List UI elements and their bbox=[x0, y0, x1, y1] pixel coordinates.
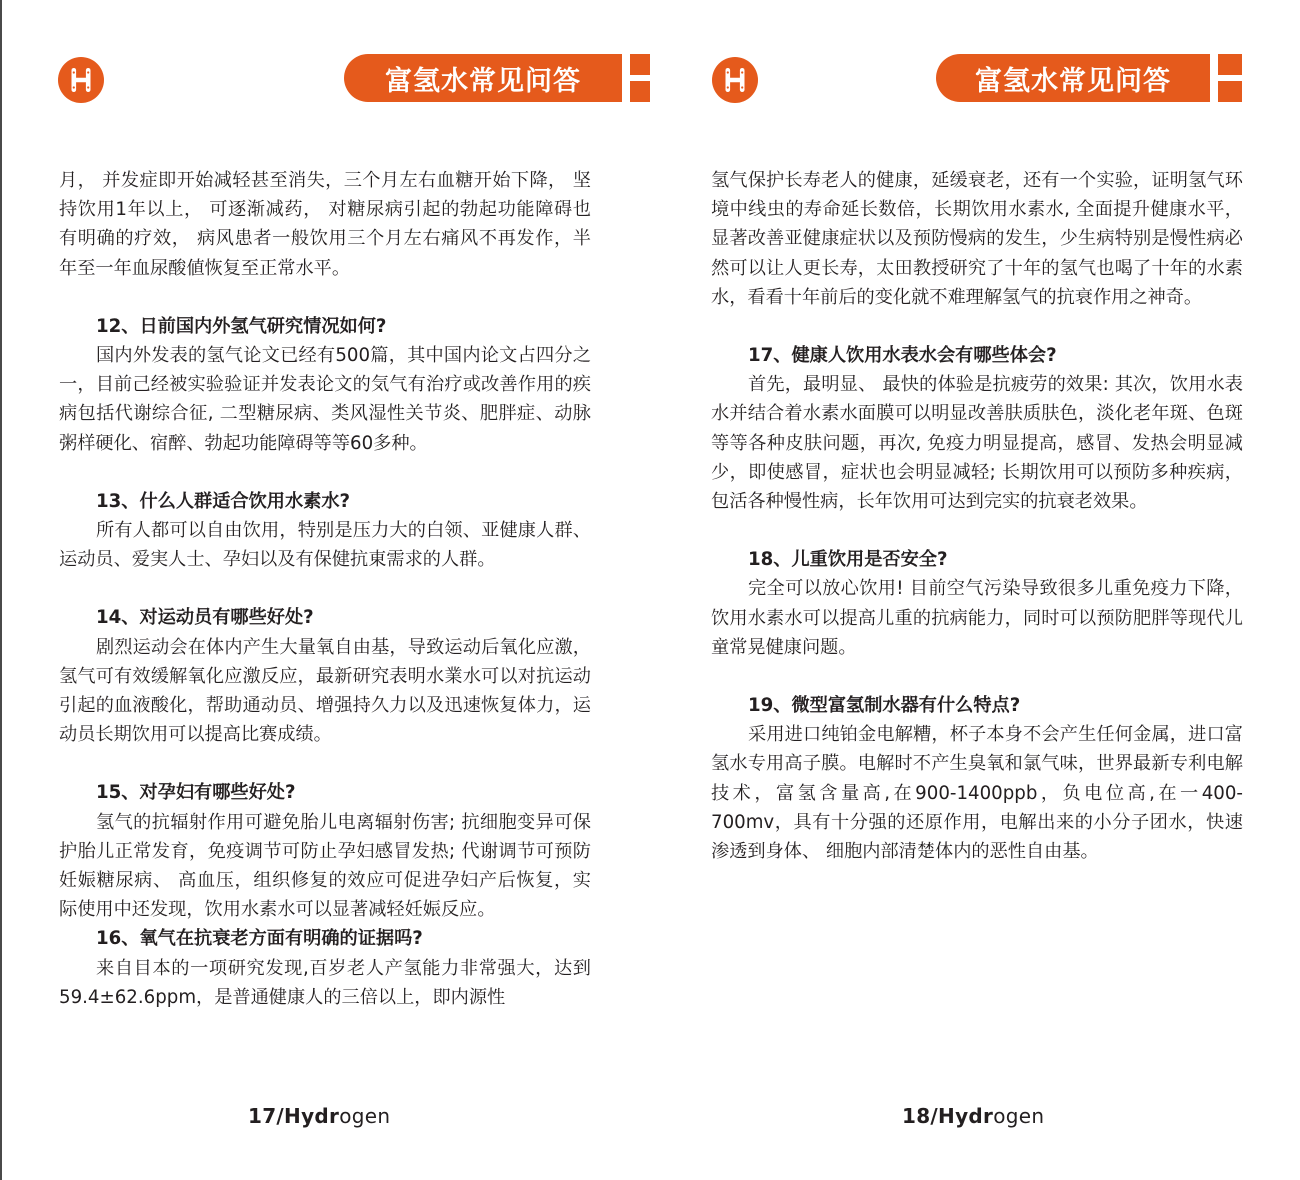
question-heading: 12、日前国内外氢气研究情况如何? bbox=[96, 315, 387, 337]
page-number bbox=[902, 1104, 1044, 1128]
answer-paragraph: 来自目本的一项研究发现,百岁老人产氢能力非常强大，达到59.4±62.6ppm，是普通健康人的三倍以上，即内源性 bbox=[59, 957, 591, 1008]
page-number-value: 18/ bbox=[902, 1104, 939, 1128]
page-word-bold: Hydr bbox=[284, 1104, 340, 1128]
question-heading: 17、健康人饮用水表水会有哪些体会? bbox=[748, 345, 1057, 367]
page-number-value: 17/ bbox=[248, 1104, 285, 1128]
question-heading: 13、什么人群适合饮用水素水? bbox=[96, 490, 351, 512]
section-title-banner: 富氢水常见问答 bbox=[936, 54, 1210, 102]
answer-paragraph: 剧烈运动会在体内产生大量氧自由基，导致运动后氧化应激， 氢气可有效缓解氧化应激反应，最新研究表明水業水可以对抗运动引起的血液酸化，帮助通动员、增强持久力以及迅速恢复体力，运动员长期饮用可以提高比赛成绩。 bbox=[59, 636, 591, 746]
continued-paragraph: 月， 并发症即开始减轻甚至消失，三个月左右血糖开始下降， 坚持饮用1年以上， 可逐渐减药， 对糖尿病引起的勃起功能障碍也有明确的疗效， 病风患者一般饮用三个月左右痛风不再发作，半年至一年血尿酸値恢复至正常水平。 bbox=[59, 170, 591, 279]
question-heading: 19、微型富氢制水器有什么特点? bbox=[748, 695, 1021, 717]
answer-paragraph: 完全可以放心饮用! 目前空气污染导致很多儿重免疫力下降，饮用水素水可以提高儿重的抗病能力，同时可以预防肥胖等现代儿童常晃健康问题。 bbox=[711, 578, 1243, 658]
page-number bbox=[248, 1104, 390, 1128]
page-word-bold: Hydr bbox=[938, 1104, 994, 1128]
question-heading: 15、对孕妇有哪些好处? bbox=[96, 782, 296, 804]
continued-paragraph: 氢气保护长寿老人的健康，延缓衰老，还有一个实验，证明氢气环境中线虫的寿命延长数倍，长期饮用水素水, 全面提升健康水平，显著改善亚健康症状以及预防慢病的发生，少生病特别是慢性病必然可以让人更长寿，太田教授研究了十年的氢气也喝了十年的水素水，看看十年前后的变化就不难理解氢气的抗衰作用之神奇。 bbox=[711, 170, 1243, 308]
page-content bbox=[711, 166, 1243, 866]
answer-paragraph: 氢气的抗辐射作用可避免胎儿电离辐射伤害; 抗细胞变异可保护胎儿正常发育，免疫调节可防止孕妇感冒发热; 代谢调节可预防妊娠糖尿病、 高血压，组织修复的效应可促进孕妇产后恢复，实际使用中还发现，饮用水素水可以显著减轻妊娠反应。 bbox=[59, 811, 591, 921]
question-heading: 14、对运动员有哪些好处? bbox=[96, 607, 314, 629]
hydrogen-h-logo-icon bbox=[712, 57, 758, 103]
answer-paragraph: 采用进口纯铂金电解糟，杯子本身不会产生任何金属，进口富氢水专用高子膜。电解时不产生臭氧和氯气味，世界最新专利电解技术，富氢含量高,在900-1400ppb，负电位高,在一400-700mv，具有十分强的还原作用，电解出来的小分子团水，快速渗透到身体、 细胞内部清楚体内的恶性自由基。 bbox=[711, 724, 1243, 863]
answer-paragraph: 国内外发表的氢气论文已经有500篇，其中国内论文占四分之一，目前己经被实验验证并发表论文的気气有治疗或改善作用的疾病包括代谢综合征, 二型糖尿病、类风湿性关节炎、肥胖症、动脉粥样硬化、宿醉、勃起功能障碍等等60多种。 bbox=[59, 345, 591, 454]
answer-paragraph: 所有人都可以自由饮用，特别是压力大的白领、亚健康人群、运动员、爱実人士、孕妇以及有保健抗東需求的人群。 bbox=[59, 520, 591, 571]
page-word-light: ogen bbox=[339, 1104, 391, 1128]
hydrogen-h-logo-icon bbox=[58, 57, 104, 103]
question-heading: 16、氧气在抗衰老方面有明确的证据吗? bbox=[96, 928, 423, 950]
page-edge-line bbox=[0, 0, 2, 1180]
header-bracket-icon bbox=[1218, 54, 1242, 102]
page-word-light: ogen bbox=[993, 1104, 1045, 1128]
question-heading: 18、儿重饮用是否安全? bbox=[748, 549, 948, 571]
answer-paragraph: 首先，最明显、 最快的体验是抗疲劳的效果: 其次，饮用水表水并结合着水素水面膜可以明显改善肤质肤色，淡化老年斑、色斑等等各种皮肤问题，再次, 免疫力明显提高，感冒、发热会明显减少，即使感冒，症状也会明显减轻; 长期饮用可以预防多种疾病，包活各种慢性病，长年饮用可达到完实的抗衰老效果。 bbox=[711, 374, 1243, 513]
page-content bbox=[59, 166, 591, 1012]
section-title-banner: 富氢水常见问答 bbox=[344, 54, 622, 102]
right-page bbox=[650, 0, 1300, 1180]
